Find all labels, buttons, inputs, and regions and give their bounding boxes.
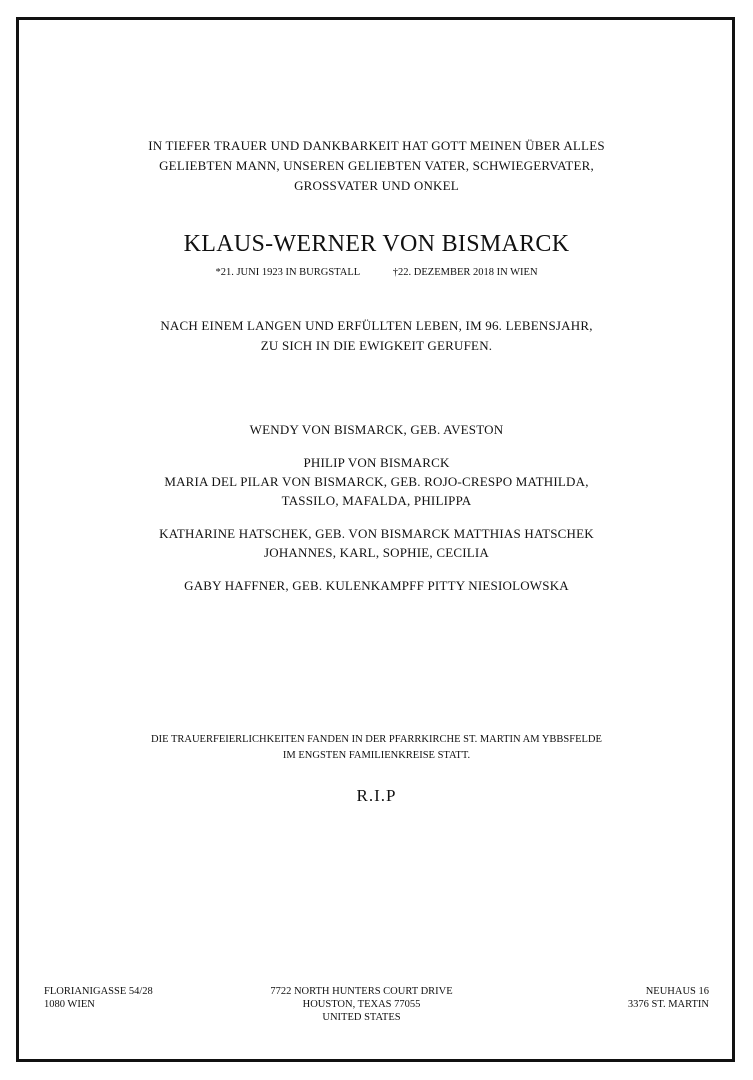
ceremony-line: DIE TRAUERFEIERLICHKEITEN FANDEN IN DER PFARRKIRCHE ST. MARTIN AM YBBSFELDE (151, 734, 602, 745)
life-dates (0, 266, 753, 280)
address-line: HOUSTON, TEXAS 77055 (302, 999, 421, 1010)
mourner-group (0, 576, 753, 595)
address-line: UNITED STATES (322, 1012, 401, 1023)
address-line: 3376 ST. MARTIN (627, 999, 709, 1010)
address-line: 7722 NORTH HUNTERS COURT DRIVE (270, 986, 453, 997)
mourners-list (0, 420, 753, 609)
address-right (628, 985, 709, 1011)
age-line: ZU SICH IN DIE EWIGKEIT GERUFEN. (260, 338, 493, 353)
mourner-group (0, 453, 753, 510)
mourner-group (0, 524, 753, 562)
mourner-line: PHILIP VON BISMARCK (303, 455, 450, 470)
mourner-line: KATHARINE HATSCHEK, GEB. VON BISMARCK MATTHIAS HATSCHEK (159, 526, 594, 541)
mourner-group (0, 420, 753, 439)
address-line: 1080 WIEN (44, 999, 95, 1010)
age-line: NACH EINEM LANGEN UND ERFÜLLTEN LEBEN, IM 96. LEBENSJAHR, (160, 318, 593, 333)
birth-date: *21. JUNI 1923 IN BURGSTALL (215, 267, 361, 278)
intro-line: GELIEBTEN MANN, UNSEREN GELIEBTEN VATER, SCHWIEGERVATER, (159, 158, 594, 173)
address-line: NEUHAUS 16 (645, 986, 709, 997)
mourner-line: MARIA DEL PILAR VON BISMARCK, GEB. ROJO-CRESPO MATHILDA, (164, 474, 589, 489)
ceremony-notice (0, 732, 753, 764)
mourner-line: GABY HAFFNER, GEB. KULENKAMPFF PITTY NIESIOLOWSKA (184, 578, 569, 593)
address-center (0, 985, 723, 1024)
address-line: FLORIANIGASSE 54/28 (44, 986, 153, 997)
intro-line: GROSSVATER UND ONKEL (294, 178, 459, 193)
mourner-line: WENDY VON BISMARCK, GEB. AVESTON (249, 422, 504, 437)
deceased-name: KLAUS-WERNER VON BISMARCK (183, 231, 570, 257)
death-date: †22. DEZEMBER 2018 IN WIEN (392, 267, 538, 278)
mourner-line: JOHANNES, KARL, SOPHIE, CECILIA (263, 545, 490, 560)
ceremony-line: IM ENGSTEN FAMILIENKREISE STATT. (282, 750, 471, 761)
mourner-line: TASSILO, MAFALDA, PHILIPPA (281, 493, 472, 508)
rip-text: R.I.P (356, 786, 397, 805)
intro-line: IN TIEFER TRAUER UND DANKBARKEIT HAT GOTT MEINEN ÜBER ALLES (148, 138, 605, 153)
intro-text (0, 136, 753, 196)
age-text (0, 316, 753, 356)
